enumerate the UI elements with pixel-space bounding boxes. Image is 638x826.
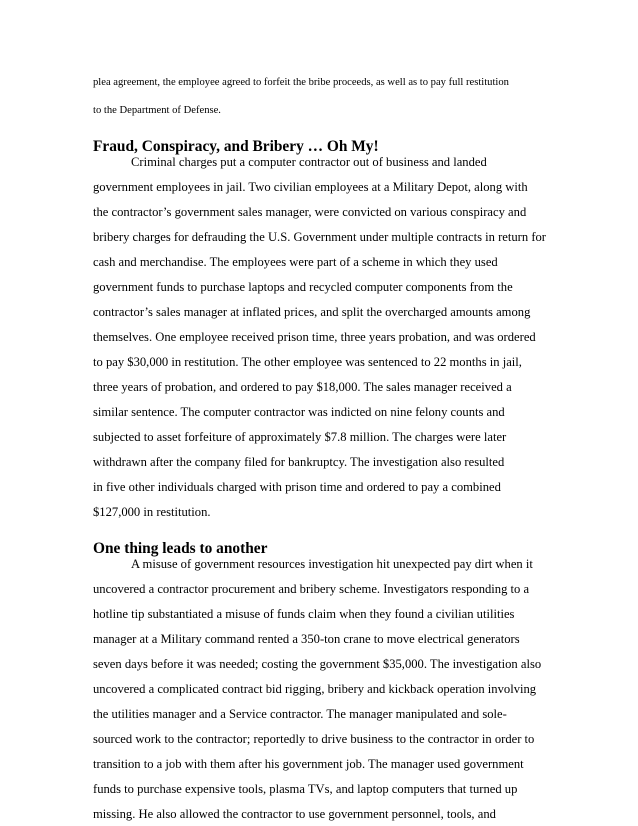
section-heading-one-thing: One thing leads to another — [93, 540, 268, 557]
body-line: themselves. One employee received prison time, three years probation, and was ordered — [93, 330, 536, 344]
body-line: similar sentence. The computer contractor was indicted on nine felony counts and — [93, 405, 505, 419]
body-line: A misuse of government resources investigation hit unexpected pay dirt when it — [131, 557, 533, 571]
body-line: missing. He also allowed the contractor to use government personnel, tools, and — [93, 807, 496, 821]
body-line: $127,000 in restitution. — [93, 505, 211, 519]
body-line: the utilities manager and a Service contractor. The manager manipulated and sole- — [93, 707, 507, 721]
body-line: uncovered a complicated contract bid rigging, bribery and kickback operation involving — [93, 682, 537, 696]
carryover-line-1: plea agreement, the employee agreed to forfeit the bribe proceeds, as well as to pay full restitution — [93, 77, 509, 88]
body-line: uncovered a contractor procurement and bribery scheme. Investigators responding to a — [93, 582, 530, 596]
body-line: the contractor’s government sales manager, were convicted on various conspiracy and — [93, 205, 527, 219]
body-line: sourced work to the contractor; reportedly to drive business to the contractor in order to — [93, 732, 535, 746]
body-line: withdrawn after the company filed for bankruptcy. The investigation also resulted — [93, 455, 505, 469]
body-line: three years of probation, and ordered to pay $18,000. The sales manager received a — [93, 380, 512, 394]
body-line: funds to purchase expensive tools, plasma TVs, and laptop computers that turned up — [93, 782, 518, 796]
body-line: seven days before it was needed; costing the government $35,000. The investigation also — [93, 657, 542, 671]
body-line: transition to a job with them after his government job. The manager used government — [93, 757, 524, 771]
body-line: cash and merchandise. The employees were part of a scheme in which they used — [93, 255, 498, 269]
body-line: in five other individuals charged with prison time and ordered to pay a combined — [93, 480, 501, 494]
body-line: manager at a Military command rented a 350-ton crane to move electrical generators — [93, 632, 520, 646]
body-line: bribery charges for defrauding the U.S. Government under multiple contracts in return for — [93, 230, 546, 244]
body-line: to pay $30,000 in restitution. The other employee was sentenced to 22 months in jail, — [93, 355, 522, 369]
body-line: contractor’s sales manager at inflated prices, and split the overcharged amounts among — [93, 305, 531, 319]
body-line: government employees in jail. Two civilian employees at a Military Depot, along with — [93, 180, 528, 194]
body-line: hotline tip substantiated a misuse of funds claim when they found a civilian utilities — [93, 607, 515, 621]
carryover-line-2: to the Department of Defense. — [93, 105, 221, 116]
section-heading-fraud: Fraud, Conspiracy, and Bribery … Oh My! — [93, 138, 379, 155]
body-line: government funds to purchase laptops and recycled computer components from the — [93, 280, 513, 294]
body-line: subjected to asset forfeiture of approximately $7.8 million. The charges were later — [93, 430, 507, 444]
body-line: Criminal charges put a computer contractor out of business and landed — [131, 155, 487, 169]
